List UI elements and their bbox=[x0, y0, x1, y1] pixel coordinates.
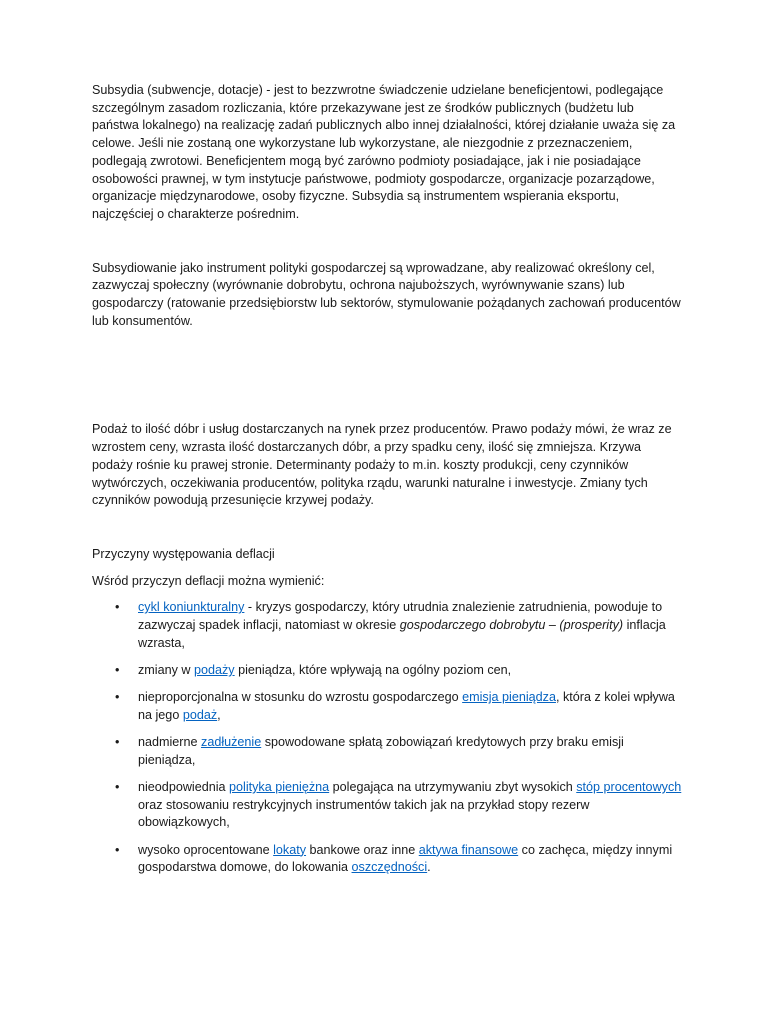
bullet-icon: • bbox=[115, 600, 120, 615]
list-item-text: - kryzys gospodarczy, który utrudnia znalezienie zatrudnienia, powoduje to zazwyczaj spadek inflacji, natomiast w okresie bbox=[138, 600, 663, 633]
paragraph-subsidies-policy: Subsydiowanie jako instrument polityki gospodarczej są wprowadzane, aby realizować określony cel, zazwyczaj społeczny (wyrównanie dobrobytu, ochrona najuboższych, wyrównywanie szans) lub gospodarczy (ratowanie przedsiębiorstw lub sektorów, stymulowanie pożądanych zachowań producentów lub konsumentów. bbox=[92, 260, 681, 328]
list-item bbox=[115, 662, 682, 680]
list-item-text: nieproporcjonalna w stosunku do wzrostu gospodarczego bbox=[138, 690, 463, 705]
bullet-icon: • bbox=[115, 842, 120, 857]
hyperlink[interactable]: stóp procentowych bbox=[576, 779, 682, 794]
list-item-text: wysoko oprocentowane bbox=[138, 842, 274, 857]
list-item-text: nieodpowiednia bbox=[138, 779, 230, 794]
list-item-text: pieniądza, które wpływają na ogólny poziom cen, bbox=[234, 662, 512, 677]
list-item-text: inflacja wzrasta, bbox=[138, 618, 666, 650]
hyperlink[interactable]: aktywa finansowe bbox=[418, 842, 519, 857]
list-item-text: oraz stosowaniu restrykcyjnych instrumentów takich jak na przykład stopy rezerw obowiązkowych, bbox=[138, 797, 590, 830]
bullet-icon: • bbox=[115, 662, 120, 677]
list-item-text: polegająca na utrzymywaniu zbyt wysokich bbox=[329, 779, 577, 794]
hyperlink[interactable]: emisja pieniądza bbox=[462, 690, 556, 705]
paragraph-supply: Podaż to ilość dóbr i usług dostarczanych na rynek przez producentów. Prawo podaży mówi, że wraz ze wzrostem ceny, wzrasta ilość dostarczanych dóbr, a przy spadku ceny, ilość się zmniejsza. Krzywa podaży rośnie ku prawej stronie. Determinanty podaży to m.in. koszty produkcji, ceny czynników wytwórczych, oczekiwania producentów, polityka rządu, warunki naturalne i inwestycje. Zmiany tych czynników powodują przesunięcie krzywej podaży. bbox=[92, 422, 672, 508]
list-intro: Wśród przyczyn deflacji można wymienić: bbox=[92, 573, 325, 588]
list-item-text: , bbox=[217, 707, 221, 722]
hyperlink[interactable]: lokaty bbox=[273, 842, 307, 857]
hyperlink[interactable]: oszczędności bbox=[351, 860, 428, 875]
document-page bbox=[92, 82, 682, 887]
list-item bbox=[115, 599, 682, 652]
hyperlink[interactable]: zadłużenie bbox=[201, 735, 262, 750]
list-item-text: nadmierne bbox=[138, 735, 202, 750]
italic-text: gospodarczego dobrobytu – (prosperity) bbox=[399, 618, 624, 633]
list-item-text: zmiany w bbox=[138, 662, 194, 677]
section-heading-deflation-causes: Przyczyny występowania deflacji bbox=[92, 546, 275, 561]
list-item bbox=[115, 689, 682, 724]
bullet-icon: • bbox=[115, 735, 120, 750]
list-item-text: co zachęca, między innymi gospodarstwa domowe, do lokowania bbox=[138, 842, 673, 875]
hyperlink[interactable]: podaż bbox=[182, 707, 218, 722]
bullet-icon: • bbox=[115, 690, 120, 705]
hyperlink[interactable]: podaży bbox=[193, 662, 235, 677]
deflation-causes-list bbox=[92, 599, 682, 877]
hyperlink[interactable]: cykl koniunkturalny bbox=[138, 600, 245, 615]
bullet-icon: • bbox=[115, 779, 120, 794]
list-item-text: , która z kolei wpływa na jego bbox=[138, 690, 675, 722]
list-item-text: spowodowane spłatą zobowiązań kredytowych przy braku emisji pieniądza, bbox=[138, 735, 624, 767]
list-item bbox=[115, 842, 682, 877]
paragraph-subsidies-definition: Subsydia (subwencje, dotacje) - jest to bezzwrotne świadczenie udzielane beneficjentowi, podlegające szczególnym zasadom rozliczania, które przekazywane jest ze środków publicznych (budżetu lub państwa lokalnego) na realizację zadań publicznych albo innej działalności, której działanie uważa się za celowe. Jeśli nie zostaną one wykorzystane lub wykorzystane, ale niezgodnie z przeznaczeniem, podlegają zwrotowi. Beneficjentem mogą być zarówno podmioty posiadające, jak i nie posiadające osobowości prawnej, w tym instytucje państwowe, podmioty gospodarcze, organizacje pozarządowe, organizacje międzynarodowe, osoby fizyczne. Subsydia są instrumentem wspierania eksportu, najczęściej o charakterze pośrednim. bbox=[92, 83, 676, 221]
list-item bbox=[115, 779, 682, 832]
list-item-text: . bbox=[427, 860, 431, 875]
list-item bbox=[115, 734, 682, 769]
hyperlink[interactable]: polityka pieniężna bbox=[229, 779, 330, 794]
list-item-text: bankowe oraz inne bbox=[306, 842, 419, 857]
